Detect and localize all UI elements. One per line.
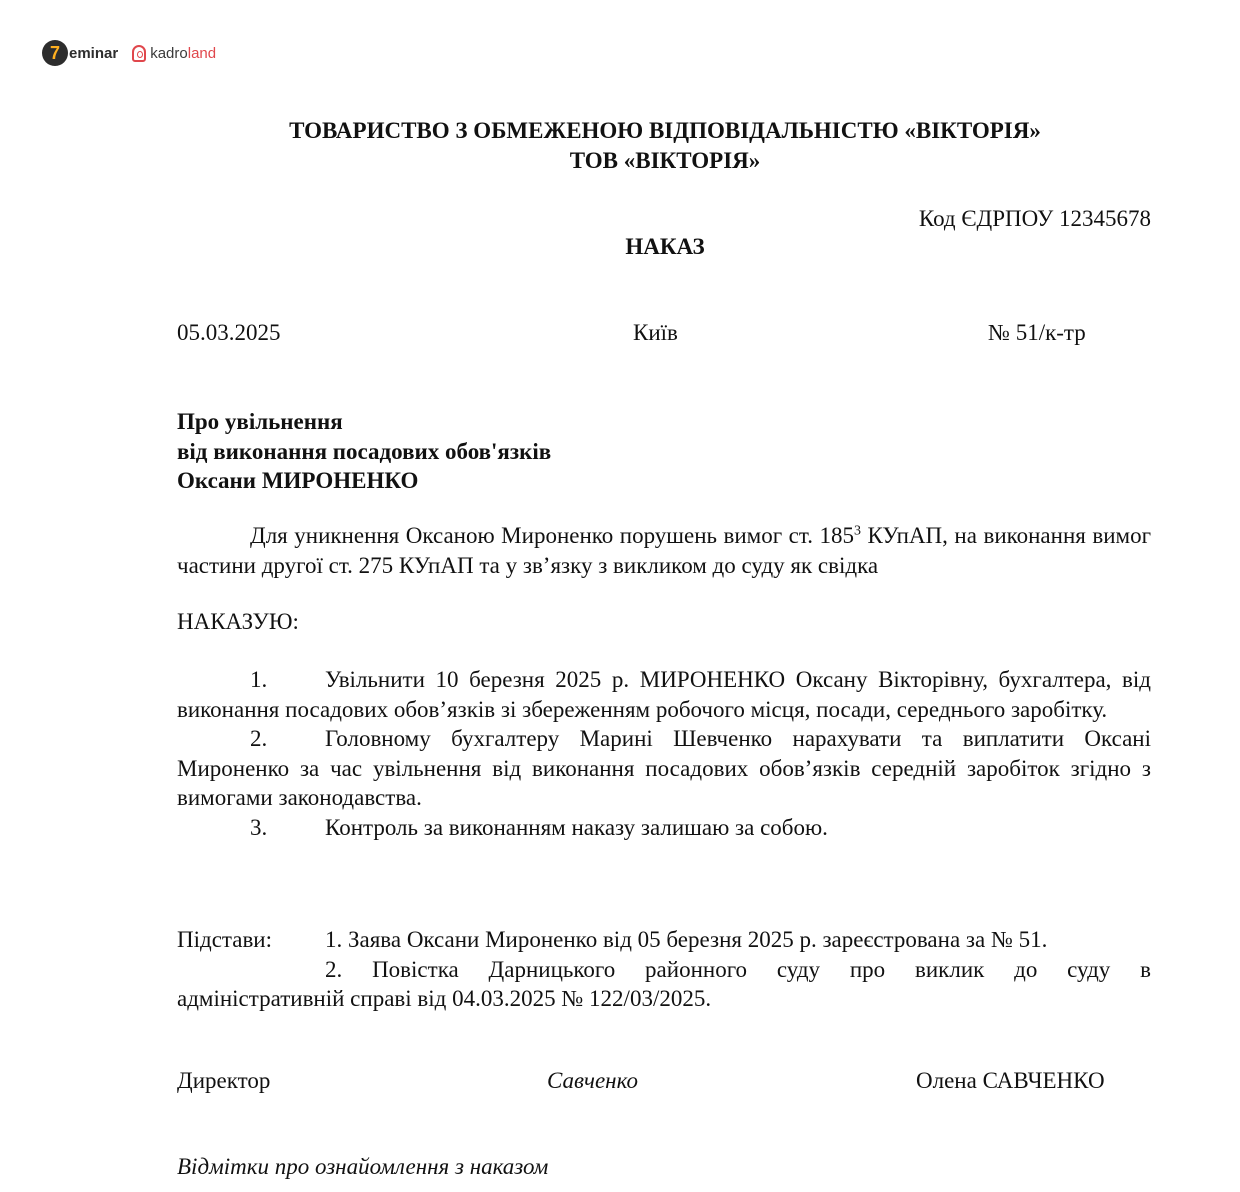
subject-line-1: Про увільнення: [177, 409, 343, 434]
order-item-number: 3.: [250, 814, 268, 840]
kadroland-logo-text-2: land: [187, 44, 217, 62]
company-short-name: ТОВ «ВІКТОРІЯ»: [569, 148, 761, 173]
basis-item-2: 2. Повістка Дарницького районного суду про виклик до суду в: [325, 956, 1151, 982]
order-item: [177, 813, 1151, 843]
document-title: НАКАЗ: [625, 234, 705, 259]
order-item-text: Контроль за виконанням наказу залишаю за собою.: [325, 814, 828, 840]
basis-row-2: [177, 955, 1151, 985]
basis-item-1: 1. Заява Оксани Мироненко від 05 березня 2025 р. зареєстрована за № 51.: [325, 927, 1048, 952]
order-item-number: 1.: [250, 667, 268, 692]
seminar-logo-icon: 7: [42, 40, 68, 66]
signatory-name: Олена САВЧЕНКО: [916, 1068, 1105, 1093]
header-logos: [42, 38, 216, 68]
order-city: Київ: [633, 320, 678, 345]
company-full-name: ТОВАРИСТВО З ОБМЕЖЕНОЮ ВІДПОВІДАЛЬНІСТЮ «ВІКТОРІЯ»: [289, 118, 1041, 143]
order-items: [177, 665, 1151, 842]
seminar-logo-text: eminar: [69, 44, 119, 62]
order-date: 05.03.2025: [177, 320, 281, 345]
basis-row-1: [177, 925, 1151, 955]
order-word: НАКАЗУЮ:: [177, 609, 299, 634]
preamble: [177, 521, 1151, 580]
preamble-text-1: Для уникнення Оксаною Мироненко порушень вимог ст. 185: [250, 523, 854, 548]
kadroland-logo-text-1: kadro: [150, 44, 188, 62]
order-subject: [177, 407, 551, 496]
signatory-position: Директор: [177, 1068, 271, 1093]
acknowledgement-notes: Відмітки про ознайомлення з наказом: [177, 1154, 549, 1179]
order-number: № 51/к-тр: [988, 320, 1086, 345]
subject-line-2: від виконання посадових обов'язків: [177, 438, 552, 464]
order-item-text: Головному бухгалтеру Марині Шевченко нарахувати та виплатити Оксані Мироненко за час увільнення від виконання посадових обов’язків середній заробіток згідно з вимогами законодавства.: [177, 726, 1151, 810]
order-item-text: Увільнити 10 березня 2025 р. МИРОНЕНКО Оксану Вікторівну, бухгалтера, від виконання посадових обов’язків зі збереженням робочого місця, посади, середнього заробітку.: [177, 667, 1151, 722]
kadroland-logo: [132, 45, 216, 62]
basis-section: [177, 925, 1151, 1014]
basis-label: Підстави:: [177, 927, 273, 952]
kadroland-logo-icon: [132, 45, 146, 62]
order-item-number: 2.: [250, 726, 268, 751]
order-item: [177, 665, 1151, 724]
signature-handwritten: Савченко: [547, 1068, 638, 1093]
edrpou-code: Код ЄДРПОУ 12345678: [918, 206, 1151, 231]
basis-item-2-continued: адміністративній справі від 04.03.2025 № 122/03/2025.: [177, 986, 712, 1011]
preamble-text-2: КУпАП, на виконання вимог частини другої ст. 275 КУпАП та у зв’язку з викликом до суду як свідка: [177, 523, 1152, 578]
preamble-superscript: 3: [853, 523, 861, 539]
subject-line-3: Оксани МИРОНЕНКО: [177, 468, 419, 493]
order-item: [177, 724, 1151, 813]
